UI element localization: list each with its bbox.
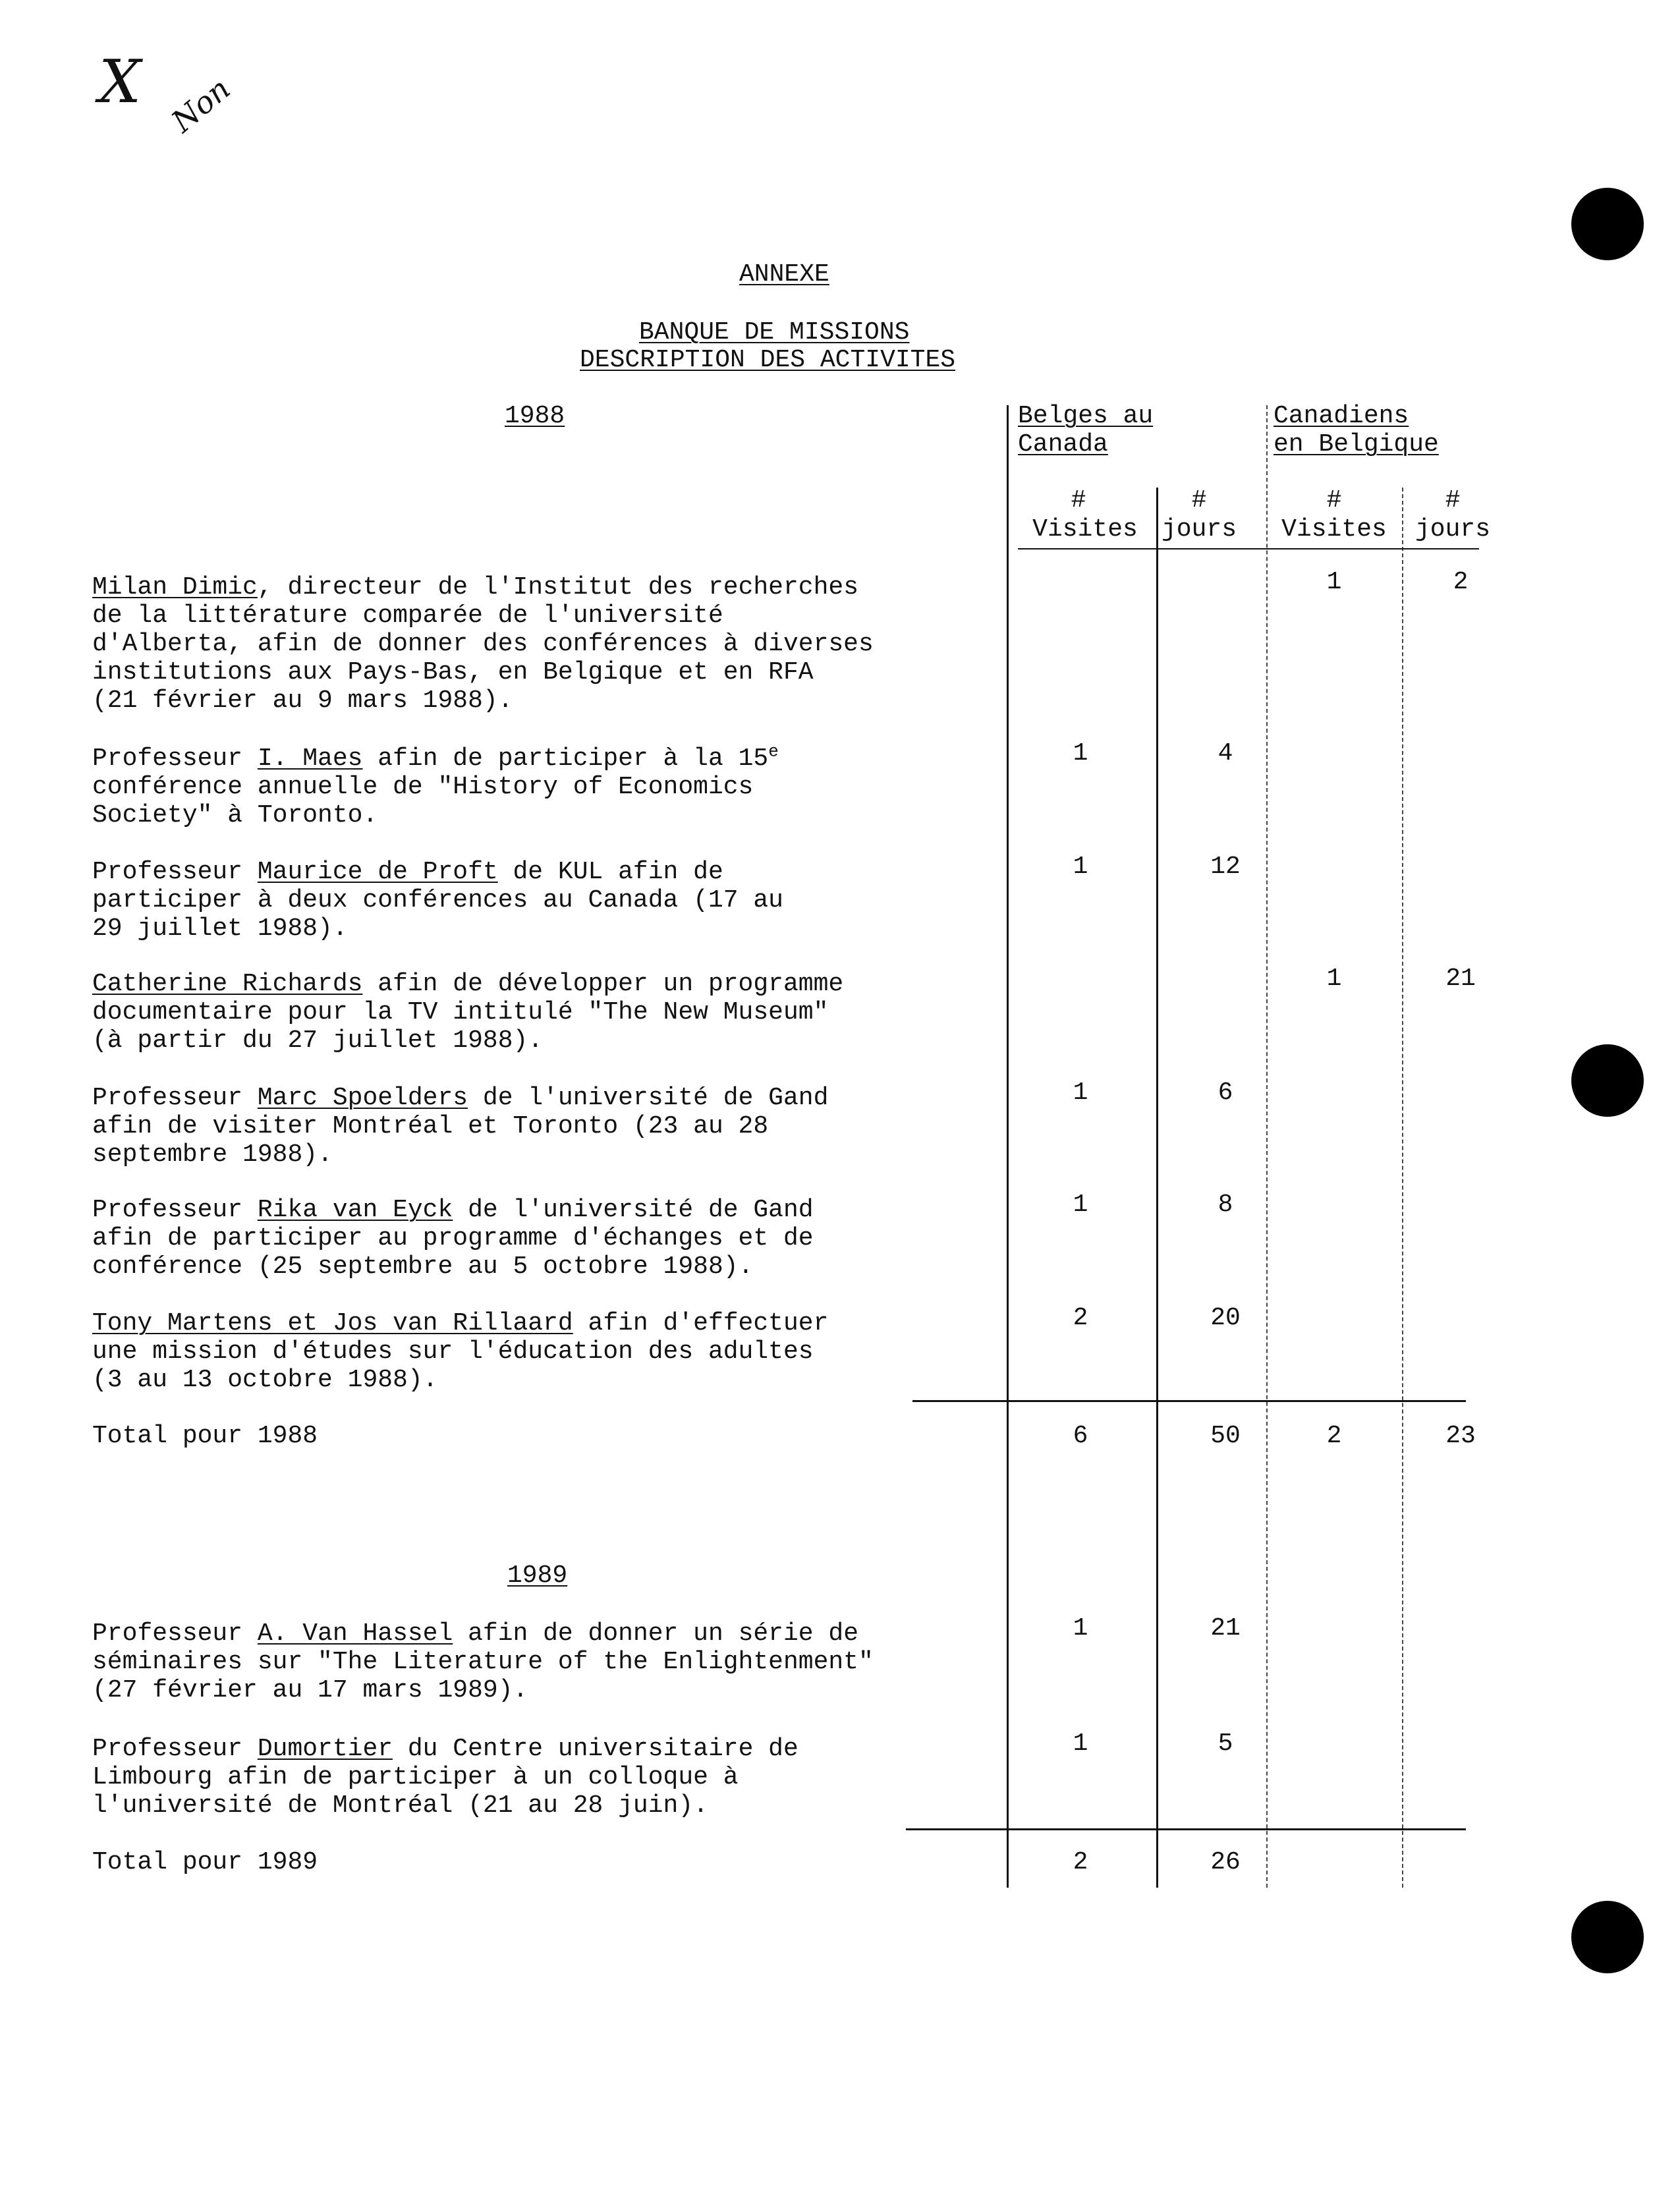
column-group-belges-line2: Canada <box>1018 430 1108 459</box>
entry-value-belges-jours: 6 <box>1218 1079 1233 1107</box>
entry-name: Rika van Eyck <box>257 1196 453 1224</box>
entry-line: conférence (25 septembre au 5 octobre 1988). <box>92 1253 754 1281</box>
col-label-belges-visites: Visites <box>1032 515 1138 544</box>
entry-line: une mission d'études sur l'éducation des adultes <box>92 1337 814 1366</box>
entry-line: Limbourg afin de participer à un colloque à <box>92 1763 739 1791</box>
entry-line <box>92 858 723 887</box>
total-1989-belges-visites: 2 <box>1073 1848 1088 1876</box>
entry-line: septembre 1988). <box>92 1140 333 1169</box>
entry-prefix: Professeur <box>92 1196 258 1224</box>
col-hash-1: # <box>1071 486 1086 515</box>
entry-value-canadiens-jours: 21 <box>1445 965 1476 993</box>
entry-line: (21 février au 9 mars 1988). <box>92 687 513 715</box>
entry-text: du Centre universitaire de <box>393 1735 798 1763</box>
handwritten-note: Non <box>165 70 237 140</box>
entry-text: afin de donner un série de <box>453 1619 858 1648</box>
col-hash-2: # <box>1191 486 1207 515</box>
column-group-canadiens-line1: Canadiens <box>1274 402 1409 430</box>
entry-line: (3 au 13 octobre 1988). <box>92 1366 438 1394</box>
total-1988-belges-jours: 50 <box>1210 1422 1241 1450</box>
entry-line: Society" à Toronto. <box>92 801 378 830</box>
entry-line <box>92 1309 828 1338</box>
entry-name: Tony Martens et Jos van Rillaard <box>92 1309 573 1337</box>
entry-name: A. Van Hassel <box>257 1619 453 1648</box>
entry-value-canadiens-visites: 1 <box>1326 965 1342 993</box>
total-1989-label: Total pour 1989 <box>92 1848 318 1876</box>
entry-value-belges-visites: 1 <box>1073 1730 1088 1758</box>
entry-text: de KUL afin de <box>497 858 723 886</box>
entry-name: Dumortier <box>257 1735 393 1763</box>
binder-hole-middle <box>1571 1044 1644 1117</box>
entry-line: participer à deux conférences au Canada (17 au <box>92 886 783 915</box>
entry-value-belges-jours: 4 <box>1218 739 1233 768</box>
binder-hole-top <box>1571 188 1644 260</box>
entry-prefix: Professeur <box>92 1735 258 1763</box>
col-hash-3: # <box>1326 486 1342 515</box>
entry-text: de l'université de Gand <box>453 1196 814 1224</box>
entry-text: afin d'effectuer <box>573 1309 829 1337</box>
entry-prefix: Professeur <box>92 1084 258 1112</box>
entry-value-belges-visites: 1 <box>1073 739 1088 768</box>
total-1988-canadiens-visites: 2 <box>1326 1422 1342 1450</box>
entry-line <box>92 970 843 999</box>
entry-text: afin de développer un programme <box>362 970 844 998</box>
entry-value-belges-jours: 20 <box>1210 1304 1241 1332</box>
col-hash-4: # <box>1445 486 1461 515</box>
entry-line: l'université de Montréal (21 au 28 juin). <box>92 1791 708 1820</box>
col-label-canadiens-jours: jours <box>1414 515 1491 544</box>
entry-name: Milan Dimic <box>92 573 258 602</box>
col-label-canadiens-visites: Visites <box>1281 515 1387 544</box>
entry-text: , directeur de l'Institut des recherches <box>257 573 858 602</box>
total-1989-belges-jours: 26 <box>1210 1848 1241 1876</box>
table-rule-middle <box>1156 488 1158 1888</box>
entry-line: afin de participer au programme d'échanges et de <box>92 1224 814 1253</box>
entry-line <box>92 1619 858 1648</box>
table-rule-canadiens-divider <box>1402 488 1403 1888</box>
entry-prefix: Professeur <box>92 745 258 773</box>
entry-name: Catherine Richards <box>92 970 363 998</box>
entry-line <box>92 741 779 774</box>
handwritten-cross: X <box>99 47 142 117</box>
total-1988-label: Total pour 1988 <box>92 1422 318 1450</box>
entry-line: 29 juillet 1988). <box>92 915 348 943</box>
entry-line: d'Alberta, afin de donner des conférences à diverses <box>92 630 874 658</box>
table-rule-left <box>1007 405 1009 1888</box>
entry-prefix: Professeur <box>92 1619 258 1648</box>
entry-line: séminaires sur "The Literature of the Enlightenment" <box>92 1648 874 1676</box>
entry-name: I. Maes <box>257 745 363 773</box>
entry-value-canadiens-visites: 1 <box>1326 568 1342 596</box>
entry-superscript: e <box>768 741 779 762</box>
entry-value-belges-visites: 1 <box>1073 853 1088 881</box>
entry-value-belges-jours: 5 <box>1218 1730 1233 1758</box>
entry-line <box>92 1196 814 1225</box>
table-rule-group-divider <box>1266 405 1268 1888</box>
column-group-belges-line1: Belges au <box>1018 402 1154 430</box>
entry-value-belges-visites: 1 <box>1073 1614 1088 1643</box>
entry-line <box>92 1084 828 1113</box>
entry-value-belges-jours: 21 <box>1210 1614 1241 1643</box>
entry-line: documentaire pour la TV intitulé "The New Museum" <box>92 998 829 1027</box>
title-line-1: BANQUE DE MISSIONS <box>639 318 910 347</box>
total-1988-canadiens-jours: 23 <box>1445 1422 1476 1450</box>
entry-line: (27 février au 17 mars 1989). <box>92 1676 528 1704</box>
entry-prefix: Professeur <box>92 858 258 886</box>
total-1988-rule <box>912 1400 1466 1402</box>
total-1989-rule <box>906 1828 1466 1830</box>
annex-heading: ANNEXE <box>739 260 829 289</box>
entry-name: Marc Spoelders <box>257 1084 468 1112</box>
col-label-belges-jours: jours <box>1161 515 1237 544</box>
entry-text: afin de participer à la 15 <box>362 745 769 773</box>
column-group-canadiens-line2: en Belgique <box>1274 430 1439 459</box>
total-1988-belges-visites: 6 <box>1073 1422 1088 1450</box>
entry-line: afin de visiter Montréal et Toronto (23 au 28 <box>92 1112 769 1140</box>
entry-line: de la littérature comparée de l'université <box>92 602 723 630</box>
year-1988-heading: 1988 <box>505 402 565 430</box>
year-1989-heading: 1989 <box>507 1562 568 1590</box>
entry-text: de l'université de Gand <box>468 1084 829 1112</box>
entry-line: institutions aux Pays-Bas, en Belgique et en RFA <box>92 658 814 687</box>
entry-line: conférence annuelle de "History of Economics <box>92 773 754 801</box>
binder-hole-bottom <box>1571 1901 1644 1973</box>
entry-value-belges-visites: 2 <box>1073 1304 1088 1332</box>
entry-value-belges-jours: 8 <box>1218 1191 1233 1219</box>
header-underline <box>1018 548 1479 549</box>
entry-value-belges-visites: 1 <box>1073 1191 1088 1219</box>
entry-line <box>92 573 858 602</box>
title-line-2: DESCRIPTION DES ACTIVITES <box>580 346 956 374</box>
entry-value-canadiens-jours: 2 <box>1453 568 1469 596</box>
entry-line: (à partir du 27 juillet 1988). <box>92 1027 544 1055</box>
entry-value-belges-jours: 12 <box>1210 853 1241 881</box>
entry-line <box>92 1735 798 1764</box>
entry-name: Maurice de Proft <box>257 858 498 886</box>
entry-value-belges-visites: 1 <box>1073 1079 1088 1107</box>
